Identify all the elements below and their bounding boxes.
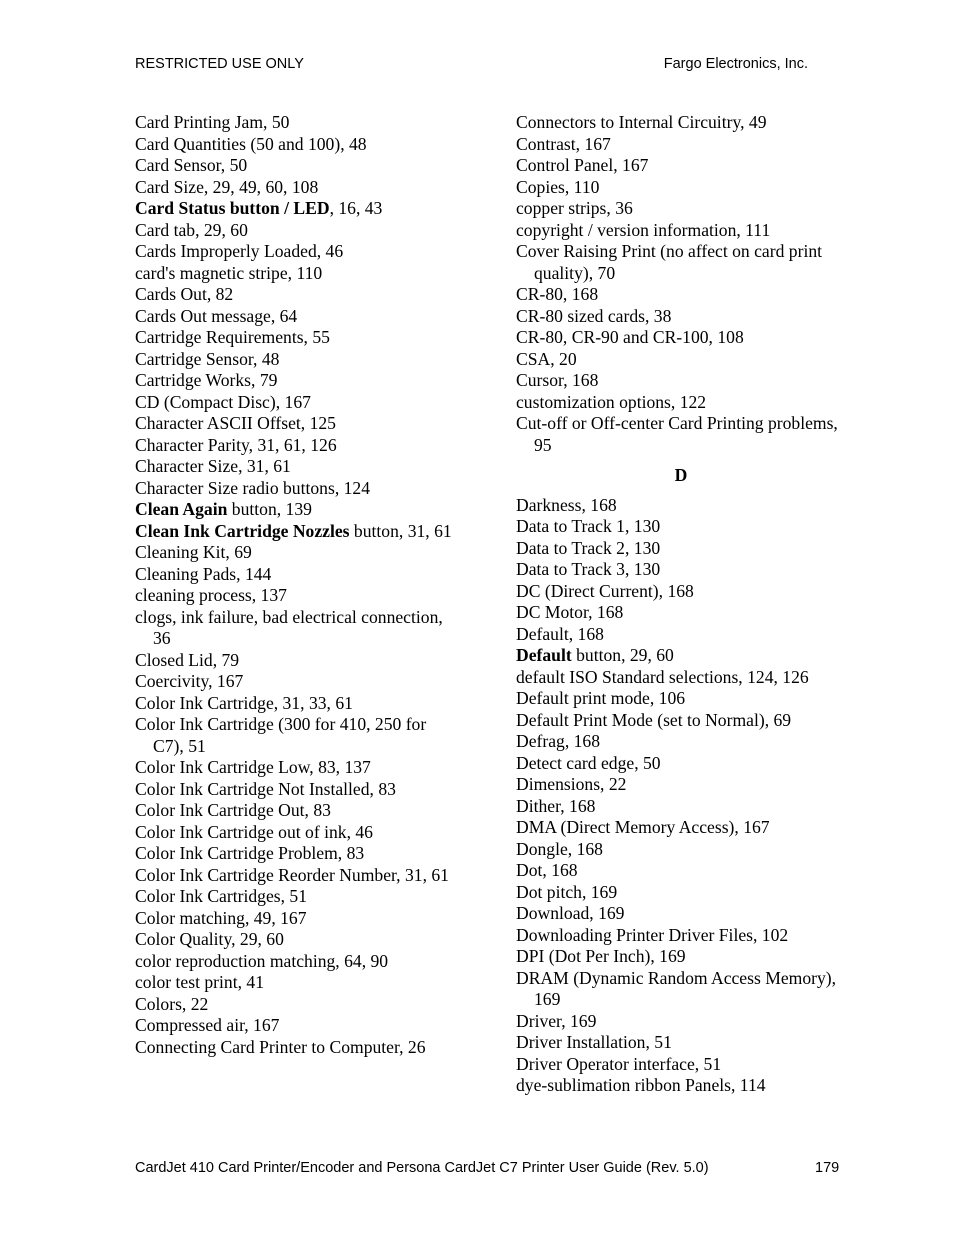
index-entry — [516, 177, 846, 199]
index-entry-bold-term: Default — [516, 645, 572, 665]
index-entry-text: Downloading Printer Driver Files, 102 — [516, 924, 789, 945]
index-entry — [135, 908, 460, 930]
index-entry — [516, 774, 846, 796]
index-entry — [516, 559, 846, 581]
index-entry — [135, 370, 460, 392]
index-entry — [516, 624, 846, 646]
index-entry-text: Color Ink Cartridge Reorder Number, 31, 61 — [135, 864, 449, 885]
index-entry — [516, 946, 846, 968]
index-entry — [516, 903, 846, 925]
index-entry — [516, 306, 846, 328]
index-entry-text: Character Size radio buttons, 124 — [135, 477, 371, 498]
index-entry — [516, 413, 846, 456]
index-entry-text: CR-80, CR-90 and CR-100, 108 — [516, 327, 744, 347]
index-entry-text: color test print, 41 — [135, 972, 264, 992]
index-entry-text: Cut-off or Off-center Card Printing problems, 95 — [516, 413, 838, 455]
index-entry-text: Cartridge Works, 79 — [135, 370, 278, 390]
index-entry — [135, 134, 460, 156]
index-entry-text: Dot pitch, 169 — [516, 881, 618, 902]
index-entry-text: Driver, 169 — [516, 1010, 597, 1031]
index-entry-bold-term: Clean Again — [135, 499, 228, 519]
index-entry-text: Cleaning Pads, 144 — [135, 563, 272, 584]
index-group-c — [516, 112, 846, 456]
index-entry — [135, 994, 460, 1016]
index-entry-text: Dot, 168 — [516, 860, 578, 880]
header-left-text: RESTRICTED USE ONLY — [135, 56, 304, 72]
index-entry-text: Character Size, 31, 61 — [135, 456, 291, 476]
index-entry — [135, 650, 460, 672]
index-entry — [135, 757, 460, 779]
index-entry-text: Defrag, 168 — [516, 731, 601, 751]
index-entry — [516, 602, 846, 624]
index-entry-text: Color Ink Cartridges, 51 — [135, 886, 308, 906]
index-entry — [516, 753, 846, 775]
index-entry-text: default ISO Standard selections, 124, 126 — [516, 666, 809, 687]
index-column-right — [516, 112, 846, 1097]
index-entry-text: Color Ink Cartridge Not Installed, 83 — [135, 778, 396, 799]
index-entry — [516, 1054, 846, 1076]
index-entry-text: Dimensions, 22 — [516, 774, 627, 794]
index-entry — [516, 155, 846, 177]
index-entry — [516, 134, 846, 156]
index-entry — [516, 731, 846, 753]
index-entry — [516, 516, 846, 538]
index-entry-text: Compressed air, 167 — [135, 1015, 280, 1035]
index-entry-text: Control Panel, 167 — [516, 155, 649, 175]
index-entry — [516, 1011, 846, 1033]
index-entry-text: Default, 168 — [516, 623, 604, 644]
index-entry — [516, 968, 846, 1011]
index-entry — [135, 865, 460, 887]
index-entry-text: CR-80 sized cards, 38 — [516, 305, 672, 326]
index-entry — [135, 220, 460, 242]
index-entry — [516, 796, 846, 818]
index-entry-text: Data to Track 2, 130 — [516, 537, 661, 558]
index-entry-text: Contrast, 167 — [516, 133, 611, 154]
index-entry — [516, 392, 846, 414]
index-entry — [135, 456, 460, 478]
index-entry-text: Cards Improperly Loaded, 46 — [135, 241, 344, 261]
index-entry — [516, 839, 846, 861]
index-entry-text: Cleaning Kit, 69 — [135, 542, 252, 562]
index-entry-text: Character Parity, 31, 61, 126 — [135, 434, 337, 455]
index-entry-text: Color Ink Cartridge Problem, 83 — [135, 843, 365, 863]
index-entry-text: Coercivity, 167 — [135, 671, 244, 691]
index-entry-text: Color matching, 49, 167 — [135, 907, 307, 928]
index-entry-text: Copies, 110 — [516, 176, 600, 197]
index-entry — [516, 645, 846, 667]
index-entry — [135, 671, 460, 693]
index-entry-text: Download, 169 — [516, 903, 625, 923]
index-entry-text: Card Quantities (50 and 100), 48 — [135, 133, 367, 154]
index-entry-text: Color Ink Cartridge out of ink, 46 — [135, 821, 373, 842]
index-entry — [135, 499, 460, 521]
section-letter-heading: D — [674, 465, 688, 485]
index-entry-text: Cards Out message, 64 — [135, 305, 298, 326]
footer-document-title: CardJet 410 Card Printer/Encoder and Persona CardJet C7 Printer User Guide (Rev. 5.0) — [135, 1160, 709, 1176]
index-entry-text: CD (Compact Disc), 167 — [135, 391, 311, 412]
index-entry — [516, 581, 846, 603]
index-entry-text: Data to Track 1, 130 — [516, 516, 661, 536]
index-entry-text: Default print mode, 106 — [516, 688, 686, 708]
index-entry — [135, 392, 460, 414]
index-entry — [135, 607, 460, 650]
index-entry — [516, 495, 846, 517]
index-entry-text: Default Print Mode (set to Normal), 69 — [516, 709, 792, 730]
index-entry — [135, 478, 460, 500]
index-entry — [516, 710, 846, 732]
index-entry-text: Detect card edge, 50 — [516, 752, 661, 773]
index-entry-text: Darkness, 168 — [516, 494, 617, 515]
index-entry-text: Colors, 22 — [135, 993, 209, 1014]
index-entry — [135, 306, 460, 328]
index-entry — [516, 688, 846, 710]
index-entry — [135, 413, 460, 435]
index-entry — [516, 538, 846, 560]
index-entry-text: Dither, 168 — [516, 795, 596, 816]
index-entry-text: button, 29, 60 — [571, 645, 674, 665]
index-entry-text: customization options, 122 — [516, 391, 707, 412]
index-entry — [135, 521, 460, 543]
index-entry-text: Color Ink Cartridge Low, 83, 137 — [135, 757, 371, 777]
index-entry — [516, 198, 846, 220]
index-entry — [135, 349, 460, 371]
index-entry-text: Card Size, 29, 49, 60, 108 — [135, 176, 319, 197]
index-entry — [135, 714, 460, 757]
index-entry — [135, 951, 460, 973]
index-entry-text: Closed Lid, 79 — [135, 649, 240, 670]
index-entry-text: cleaning process, 137 — [135, 585, 287, 605]
index-entry — [516, 241, 846, 284]
index-entry — [516, 327, 846, 349]
index-entry — [135, 1037, 460, 1059]
index-entry — [516, 370, 846, 392]
index-entry-text: CR-80, 168 — [516, 284, 599, 304]
index-entry-text: button, 139 — [227, 499, 312, 519]
index-entry — [135, 198, 460, 220]
index-entry-text: Color Ink Cartridge Out, 83 — [135, 800, 331, 820]
index-entry — [516, 817, 846, 839]
index-entry — [135, 155, 460, 177]
index-entry — [135, 693, 460, 715]
index-entry — [516, 284, 846, 306]
index-entry-text: Connecting Card Printer to Computer, 26 — [135, 1036, 426, 1057]
index-entry — [135, 779, 460, 801]
index-entry-text: clogs, ink failure, bad electrical connection, 36 — [135, 606, 443, 648]
index-entry-text: DMA (Direct Memory Access), 167 — [516, 817, 770, 837]
page-number: 179 — [815, 1160, 840, 1176]
index-group-d — [516, 495, 846, 1097]
index-entry-text: Card Sensor, 50 — [135, 155, 248, 175]
index-entry — [516, 349, 846, 371]
index-entry — [135, 929, 460, 951]
index-entry-text: Character ASCII Offset, 125 — [135, 413, 336, 433]
index-entry — [135, 886, 460, 908]
index-entry-text: , 16, 43 — [329, 198, 383, 218]
index-entry — [516, 882, 846, 904]
index-entry-text: Card Printing Jam, 50 — [135, 112, 290, 132]
index-entry — [135, 542, 460, 564]
index-entry-text: dye-sublimation ribbon Panels, 114 — [516, 1075, 766, 1095]
index-entry — [135, 112, 460, 134]
index-entry-bold-term: Card Status button / LED — [135, 198, 330, 218]
index-entry-text: Color Ink Cartridge, 31, 33, 61 — [135, 692, 353, 713]
index-entry-text: Driver Installation, 51 — [516, 1032, 672, 1052]
index-entry-text: Connectors to Internal Circuitry, 49 — [516, 112, 767, 132]
index-entry-bold-term: Clean Ink Cartridge Nozzles — [135, 520, 350, 541]
index-entry-text: Cards Out, 82 — [135, 284, 234, 304]
header-right-text: Fargo Electronics, Inc. — [663, 56, 808, 72]
index-entry-text: Driver Operator interface, 51 — [516, 1053, 722, 1074]
index-entry — [135, 822, 460, 844]
index-entry — [135, 1015, 460, 1037]
index-entry-text: Color Quality, 29, 60 — [135, 929, 284, 949]
index-entry — [135, 585, 460, 607]
index-entry — [135, 800, 460, 822]
index-entry — [135, 564, 460, 586]
index-entry-text: color reproduction matching, 64, 90 — [135, 950, 389, 971]
index-entry — [135, 435, 460, 457]
index-entry-text: DRAM (Dynamic Random Access Memory), 169 — [516, 967, 837, 1009]
index-entry-text: Cartridge Sensor, 48 — [135, 348, 280, 369]
index-entry-text: Cover Raising Print (no affect on card print quality), 70 — [516, 241, 823, 283]
index-entry-text: DC Motor, 168 — [516, 602, 624, 622]
index-entry — [516, 667, 846, 689]
index-entry — [135, 972, 460, 994]
index-column-left — [135, 112, 460, 1058]
index-entry — [516, 112, 846, 134]
index-entry — [135, 241, 460, 263]
index-entry — [516, 860, 846, 882]
index-entry — [135, 284, 460, 306]
index-entry-text: Color Ink Cartridge (300 for 410, 250 for C7), 51 — [135, 714, 427, 756]
index-entry-text: DC (Direct Current), 168 — [516, 580, 694, 601]
index-entry — [516, 1032, 846, 1054]
index-entry — [135, 177, 460, 199]
index-entry-text: DPI (Dot Per Inch), 169 — [516, 946, 686, 966]
index-entry-text: copyright / version information, 111 — [516, 219, 771, 240]
index-entry — [135, 263, 460, 285]
index-entry-text: Card tab, 29, 60 — [135, 219, 248, 240]
index-entry — [135, 327, 460, 349]
index-entry-text: Cartridge Requirements, 55 — [135, 327, 330, 347]
index-entry — [135, 843, 460, 865]
index-entry-text: CSA, 20 — [516, 348, 577, 369]
index-entry-text: Dongle, 168 — [516, 838, 603, 859]
index-entry-text: button, 31, 61 — [349, 520, 452, 541]
index-entry-text: Cursor, 168 — [516, 370, 599, 390]
index-entry-text: copper strips, 36 — [516, 198, 633, 218]
index-entry — [516, 220, 846, 242]
index-entry — [516, 925, 846, 947]
index-entry — [516, 1075, 846, 1097]
index-entry-text: Data to Track 3, 130 — [516, 559, 661, 579]
index-entry-text: card's magnetic stripe, 110 — [135, 262, 323, 283]
